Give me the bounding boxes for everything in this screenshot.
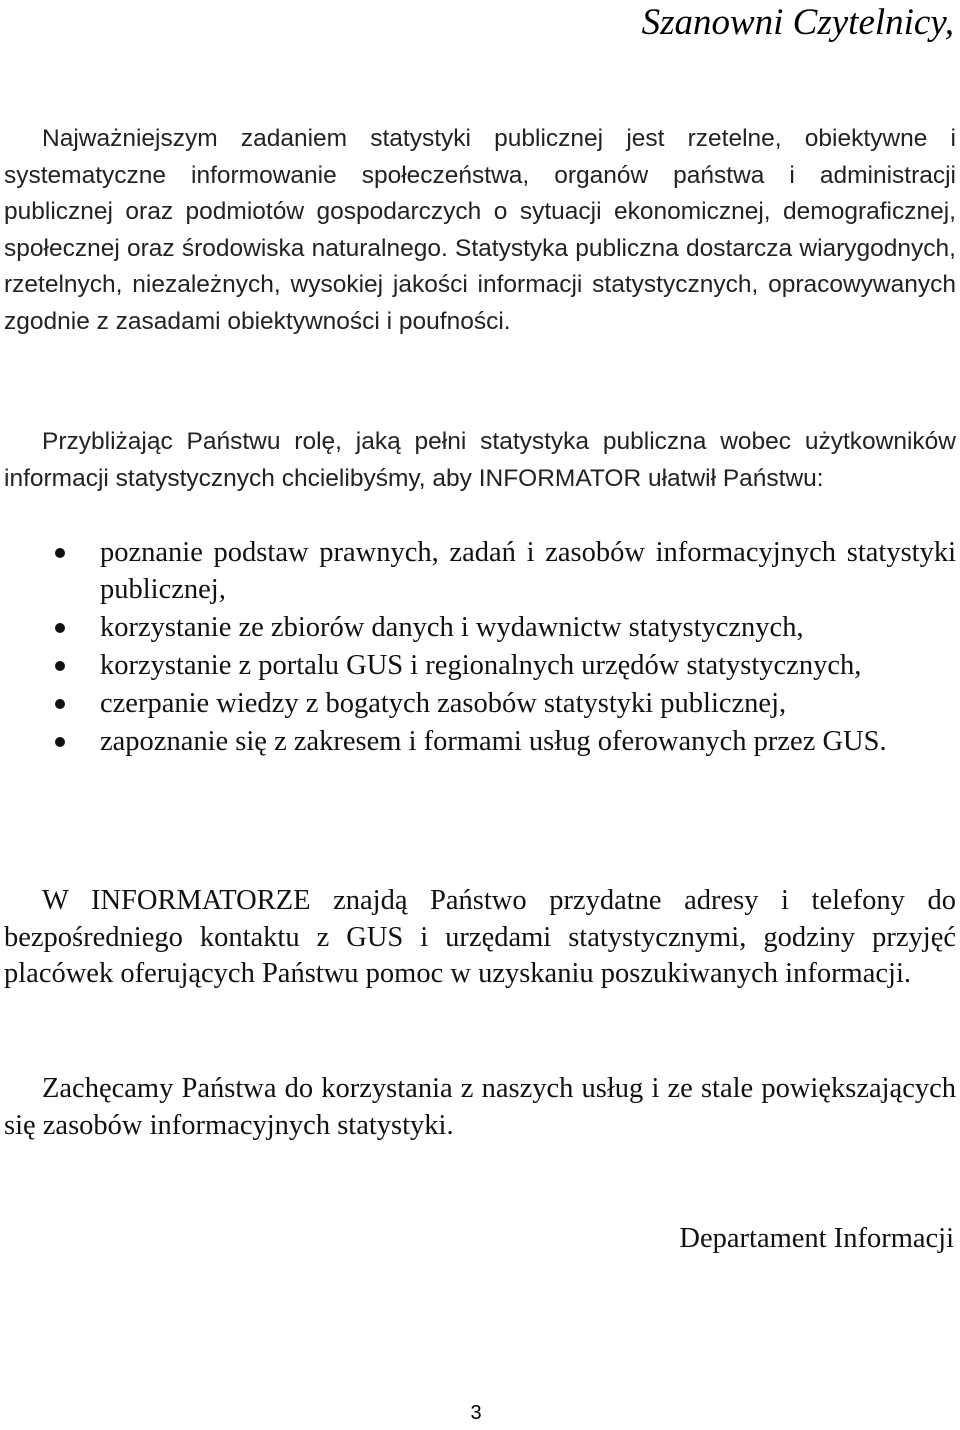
list-item <box>4 724 956 761</box>
list-item-text: poznanie podstaw prawnych, zadań i zasobów informacyjnych statystyki publicznej, <box>100 537 956 605</box>
list-item <box>4 648 956 685</box>
greeting-heading: Szanowni Czytelnicy, <box>641 2 954 43</box>
intro-paragraph: Najważniejszym zadaniem statystyki publicznej jest rzetelne, obiektywne i systematyczne informowanie społeczeństwa, organów państwa i administracji publicznej oraz podmiotów gospodarczych o sytuacji ekonomicznej, demograficznej, społecznej oraz środowiska naturalnego. Statystyka publiczna dostarcza wiarygodnych, rzetelnych, niezależnych, wysokiej jakości informacji statystycznych, opracowywanych zgodnie z zasadami obiektywności i poufności. <box>4 125 956 335</box>
bullet-icon <box>55 699 65 709</box>
bullet-icon <box>55 737 65 747</box>
role-paragraph: Przybliżając Państwu rolę, jaką pełni statystyka publiczna wobec użytkowników informacji statystycznych chcielibyśmy, aby INFORMATOR ułatwił Państwu: <box>4 428 956 492</box>
bullet-icon <box>55 548 65 558</box>
signature: Departament Informacji <box>679 1223 954 1254</box>
contacts-paragraph: W INFORMATORZE znajdą Państwo przydatne adresy i telefony do bezpośredniego kontaktu z GUS i urzędami statystycznymi, godziny przyjęć placówek oferujących Państwu pomoc w uzyskaniu poszukiwanych informacji. <box>4 885 956 989</box>
bullet-icon <box>55 661 65 671</box>
list-item <box>4 686 956 723</box>
closing-paragraph: Zachęcamy Państwa do korzystania z naszych usług i ze stale powiększających się zasobów informacyjnych statystyki. <box>4 1073 956 1141</box>
list-item-text: korzystanie ze zbiorów danych i wydawnictw statystycznych, <box>100 611 804 643</box>
list-item-text: czerpanie wiedzy z bogatych zasobów statystyki publicznej, <box>100 687 787 719</box>
list-item-text: korzystanie z portalu GUS i regionalnych urzędów statystycznych, <box>100 649 862 681</box>
list-item <box>4 610 956 647</box>
bullet-icon <box>55 623 65 633</box>
page-number: 3 <box>470 1402 482 1424</box>
list-item-text: zapoznanie się z zakresem i formami usług oferowanych przez GUS. <box>100 725 887 757</box>
list-item <box>4 535 956 608</box>
document-page <box>4 0 956 1430</box>
purpose-list <box>4 535 956 762</box>
